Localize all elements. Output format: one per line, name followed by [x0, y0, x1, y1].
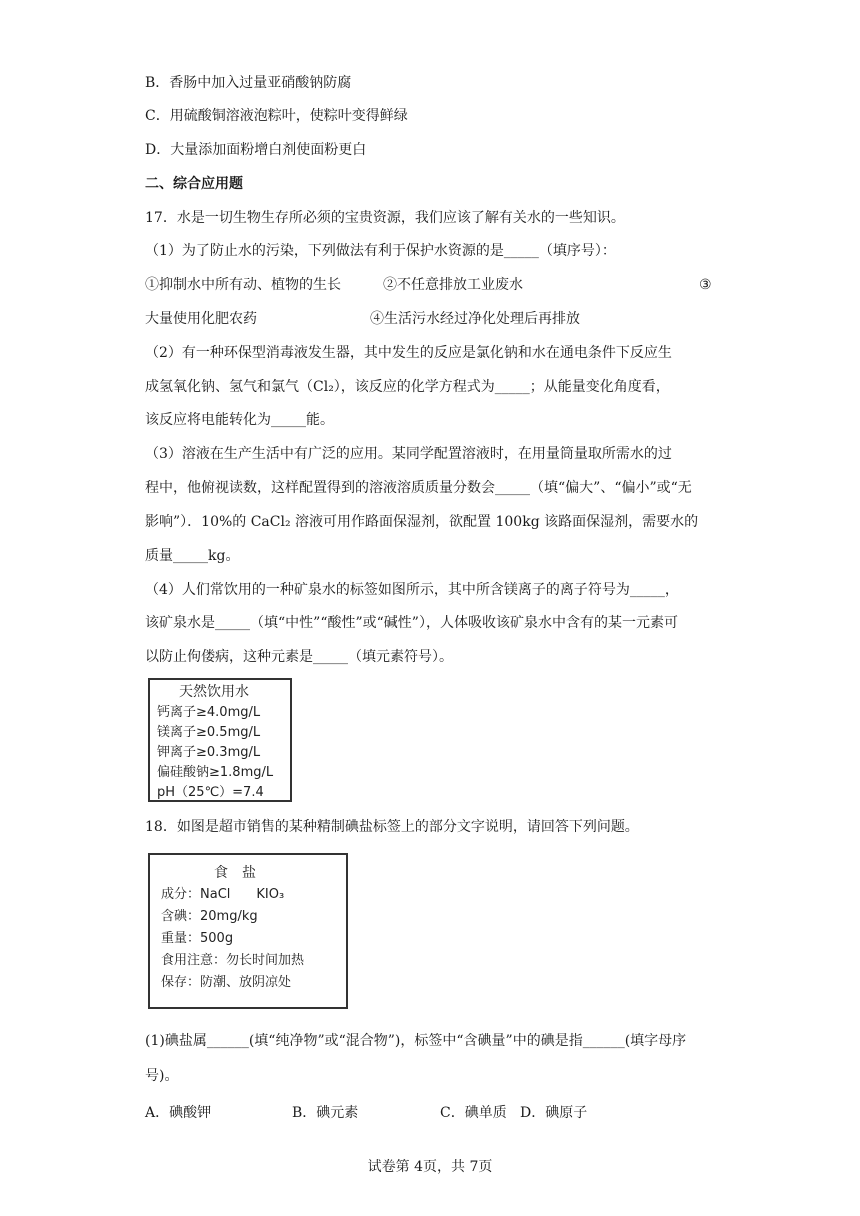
q17-option-2: ②不任意排放工业废水: [383, 277, 523, 293]
q17-part2-line1: （2）有一种环保型消毒液发生器，其中发生的反应是氯化钠和水在通电条件下反应生: [145, 345, 672, 361]
salt-label-row: 食用注意：勿长时间加热: [161, 953, 305, 968]
water-label-row: 钾离子≥0.3mg/L: [157, 745, 261, 760]
option-b: B．香肠中加入过量亚硝酸钠防腐: [145, 75, 352, 91]
q17-part2-line2: 成氢氧化钠、氢气和氯气（Cl₂），该反应的化学方程式为_____；从能量变化角度看，: [145, 379, 670, 395]
q17-part3-line3: 影响”）．10%的 CaCl₂ 溶液可用作路面保湿剂，欲配置 100kg 该路面保湿剂，需要水的: [145, 514, 699, 530]
q17-option-3-marker: ③: [699, 277, 712, 293]
q17-part3-line4: 质量_____kg。: [145, 548, 240, 564]
q18-option-d: D．碘原子: [520, 1105, 588, 1121]
water-label-row: 偏硅酸钠≥1.8mg/L: [157, 765, 274, 780]
q17-part3-line1: （3）溶液在生产生活中有广泛的应用。某同学配置溶液时，在用量筒量取所需水的过: [145, 446, 672, 462]
q18-option-a: A．碘酸钾: [145, 1105, 212, 1121]
q18-option-b: B．碘元素: [292, 1105, 359, 1121]
salt-label-row: 保存：防潮、放阴凉处: [161, 975, 292, 990]
q17-part4-line1: （4）人们常饮用的一种矿泉水的标签如图所示，其中所含镁离子的离子符号为_____，: [145, 582, 679, 598]
q17-option-3: 大量使用化肥农药: [145, 311, 257, 327]
option-d: D．大量添加面粉增白剂使面粉更白: [145, 142, 367, 158]
water-label: [148, 678, 292, 802]
salt-label-row: 含碘：20mg/kg: [161, 909, 258, 924]
q17-part3-line2: 程中，他俯视读数，这样配置得到的溶液溶质质量分数会_____（填“偏大”、“偏小”或“无: [145, 480, 692, 496]
section-heading: 二、综合应用题: [145, 176, 243, 192]
question-18: 18．如图是超市销售的某种精制碘盐标签上的部分文字说明，请回答下列问题。: [145, 819, 639, 835]
water-label-row: 镁离子≥0.5mg/L: [157, 725, 261, 740]
water-label-row: 钙离子≥4.0mg/L: [157, 705, 261, 720]
water-label-row: pH（25℃）=7.4: [157, 785, 264, 800]
salt-label-row: 成分：NaCl KIO₃: [161, 887, 285, 902]
page-footer: 试卷第 4页，共 7页: [367, 1159, 493, 1175]
q18-part1-line2: 号)。: [145, 1068, 179, 1084]
salt-label-row: 重量：500g: [161, 931, 234, 946]
option-c: C．用硫酸铜溶液泡粽叶，使粽叶变得鲜绿: [145, 108, 408, 124]
q17-part2-line3: 该反应将电能转化为_____能。: [145, 412, 334, 428]
q17-option-4: ④生活污水经过净化处理后再排放: [370, 311, 580, 327]
q17-part4-line3: 以防止佝偻病，这种元素是_____（填元素符号）。: [145, 649, 453, 665]
water-label-title: 天然饮用水: [179, 684, 249, 700]
q17-part1: （1）为了防止水的污染，下列做法有利于保护水资源的是_____（填序号）：: [145, 243, 616, 259]
q17-option-1: ①抑制水中所有动、植物的生长: [145, 277, 341, 293]
salt-label-title: 食 盐: [214, 865, 256, 881]
q18-option-c: C．碘单质: [440, 1105, 507, 1121]
question-17: 17．水是一切生物生存所必须的宝贵资源，我们应该了解有关水的一些知识。: [145, 210, 625, 226]
salt-label: [148, 853, 348, 1009]
q18-part1-line1: (1)碘盐属______(填“纯净物”或“混合物”)，标签中“含碘量”中的碘是指______(填字母序: [145, 1033, 687, 1049]
q17-part4-line2: 该矿泉水是_____（填“中性”“酸性”或“碱性”），人体吸收该矿泉水中含有的某一元素可: [145, 615, 678, 631]
